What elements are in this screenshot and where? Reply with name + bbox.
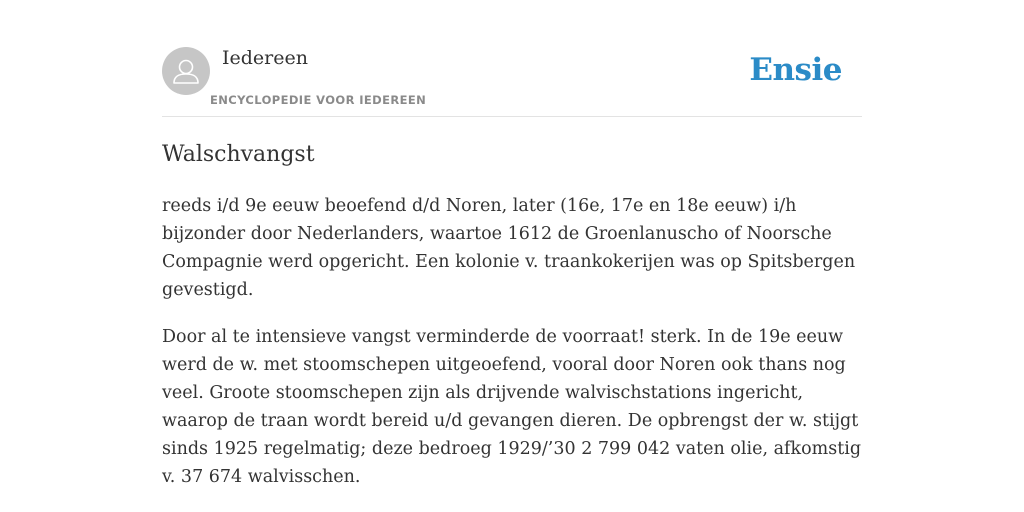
user-avatar-icon xyxy=(162,47,210,95)
avatar[interactable] xyxy=(162,47,210,95)
article-body xyxy=(162,192,862,510)
site-tagline: ENCYCLOPEDIE VOOR IEDEREEN xyxy=(210,93,427,107)
author-name[interactable]: Iedereen xyxy=(222,47,308,69)
header xyxy=(162,46,862,117)
page-title: Walschvangst xyxy=(162,142,315,167)
brand-logo[interactable]: Ensie xyxy=(749,52,842,88)
paragraph: Door al te intensieve vangst verminderde de voorraat! sterk. In de 19e eeuw werd de w. met stoomschepen uitgeoefend, vooral door Noren ook thans nog veel. Groote stoomschepen zijn als drijvende walvischstations ingericht, waarop de traan wordt bereid u/d gevangen dieren. De opbrengst der w. stijgt sinds 1925 regelmatig; deze bedroeg 1929/’30 2 799 042 vaten olie, afkomstig v. 37 674 walvisschen. xyxy=(162,327,862,487)
paragraph: reeds i/d 9e eeuw beoefend d/d Noren, later (16e, 17e en 18e eeuw) i/h bijzonder door Nederlanders, waartoe 1612 de Groenlanuscho of Noorsche Compagnie werd opgericht. Een kolonie v. traankokerijen was op Spitsbergen gevestigd. xyxy=(162,196,856,300)
